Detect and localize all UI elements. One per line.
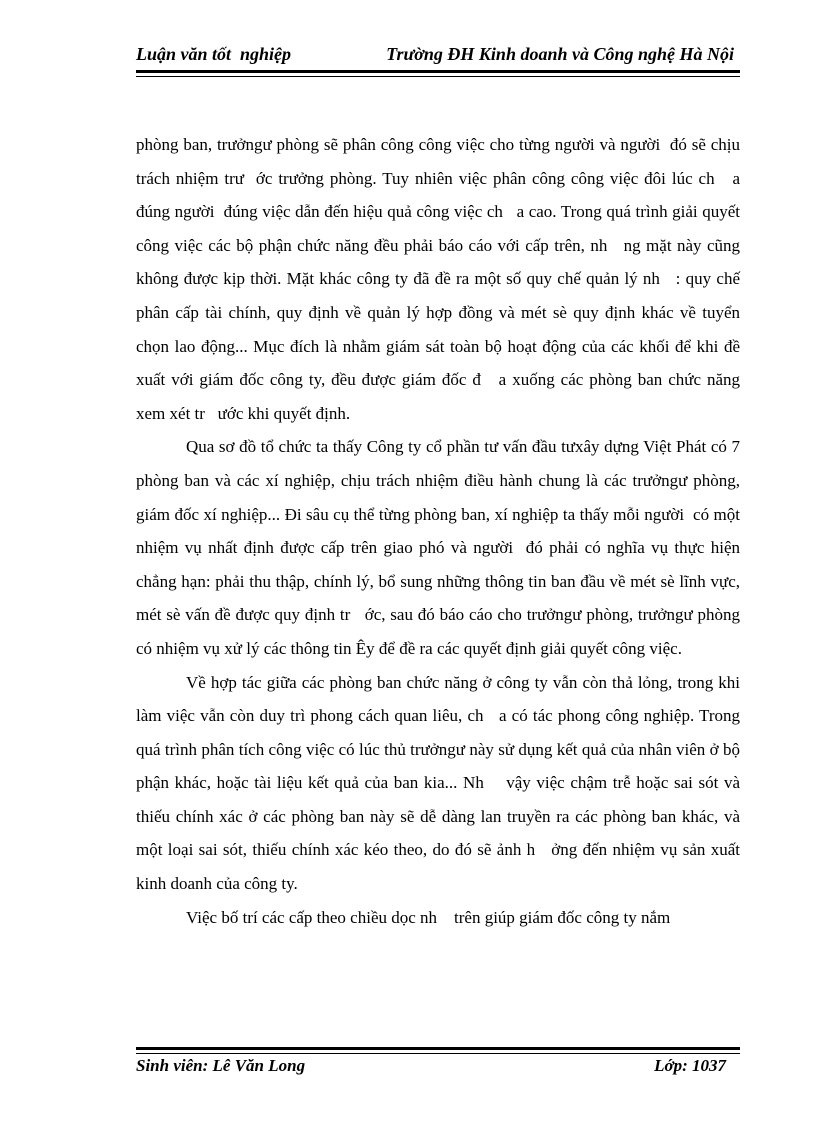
document-body: [136, 128, 745, 934]
footer-double-rule: [136, 1047, 740, 1054]
body-paragraph: phòng ban, trưởngư phòng sẽ phân công công việc cho từng người và người đó sẽ chịu trách nhiệm trư ớc trưởng phòng. Tuy nhiên việc phân công công việc đôi lúc ch a đúng người đúng việc dẫn đến hiệu quả công việc ch a cao. Trong quá trình giải quyết công việc các bộ phận chức năng đều phải báo cáo với cấp trên, nh ng mặt này cũng không được kịp thời. Mặt khác công ty đã đề ra một số quy chế quản lý nh : quy chế phân cấp tài chính, quy định về quản lý hợp đồng và mét sè quy định khác về tuyển chọn lao động... Mục đích là nhằm giám sát toàn bộ hoạt động của các khối để khi đề xuất với giám đốc công ty, đều được giám đốc đ a xuống các phòng ban chức năng xem xét tr ước khi quyết định.: [136, 135, 745, 423]
body-paragraph: Việc bố trí các cấp theo chiều dọc nh trên giúp giám đốc công ty nắm: [186, 907, 671, 927]
header-thesis-title: Luận văn tốt nghiệp: [136, 44, 292, 64]
page-footer: [136, 1056, 740, 1080]
footer-class-number: Lớp: 1037: [654, 1056, 726, 1075]
page-header: [136, 44, 740, 68]
body-paragraph: Qua sơ đồ tổ chức ta thấy Công ty cổ phần tư vấn đầu tưxây dựng Việt Phát có 7 phòng ban và các xí nghiệp, chịu trách nhiệm điều hành chung là các trưởngư phòng, giám đốc xí nghiệp... Đi sâu cụ thể từng phòng ban, xí nghiệp ta thấy mỗi người có một nhiệm vụ nhất định được cấp trên giao phó và người đó phải có nghĩa vụ thực hiện chẳng hạn: phải thu thập, chính lý, bổ sung những thông tin ban đầu về mét sè lĩnh vực, mét sè vấn đề được quy định tr ớc, sau đó báo cáo cho trưởngư phòng, trưởngư phòng có nhiệm vụ xử lý các thông tin Êy để đề ra các quyết định giải quyết công việc.: [136, 437, 745, 658]
header-double-rule: [136, 70, 740, 77]
body-paragraph: Về hợp tác giữa các phòng ban chức năng ở công ty vẫn còn thả lỏng, trong khi làm việc vẫn còn duy trì phong cách quan liêu, ch a có tác phong công nghiệp. Trong quá trình phân tích công việc có lúc thủ trưởngư này sử dụng kết quả của nhân viên ở bộ phận khác, hoặc tài liệu kết quả của ban kia... Nh vậy việc chậm trễ hoặc sai sót và thiếu chính xác ở các phòng ban này sẽ dễ dàng lan truyền ra các phòng ban khác, và một loại sai sót, thiếu chính xác kéo theo, do đó sẽ ảnh h ởng đến nhiệm vụ sản xuất kinh doanh của công ty.: [136, 672, 745, 894]
footer-student-name: Sinh viên: Lê Văn Long: [136, 1056, 306, 1075]
header-university-name: Trường ĐH Kinh doanh và Công nghệ Hà Nội: [386, 44, 734, 64]
